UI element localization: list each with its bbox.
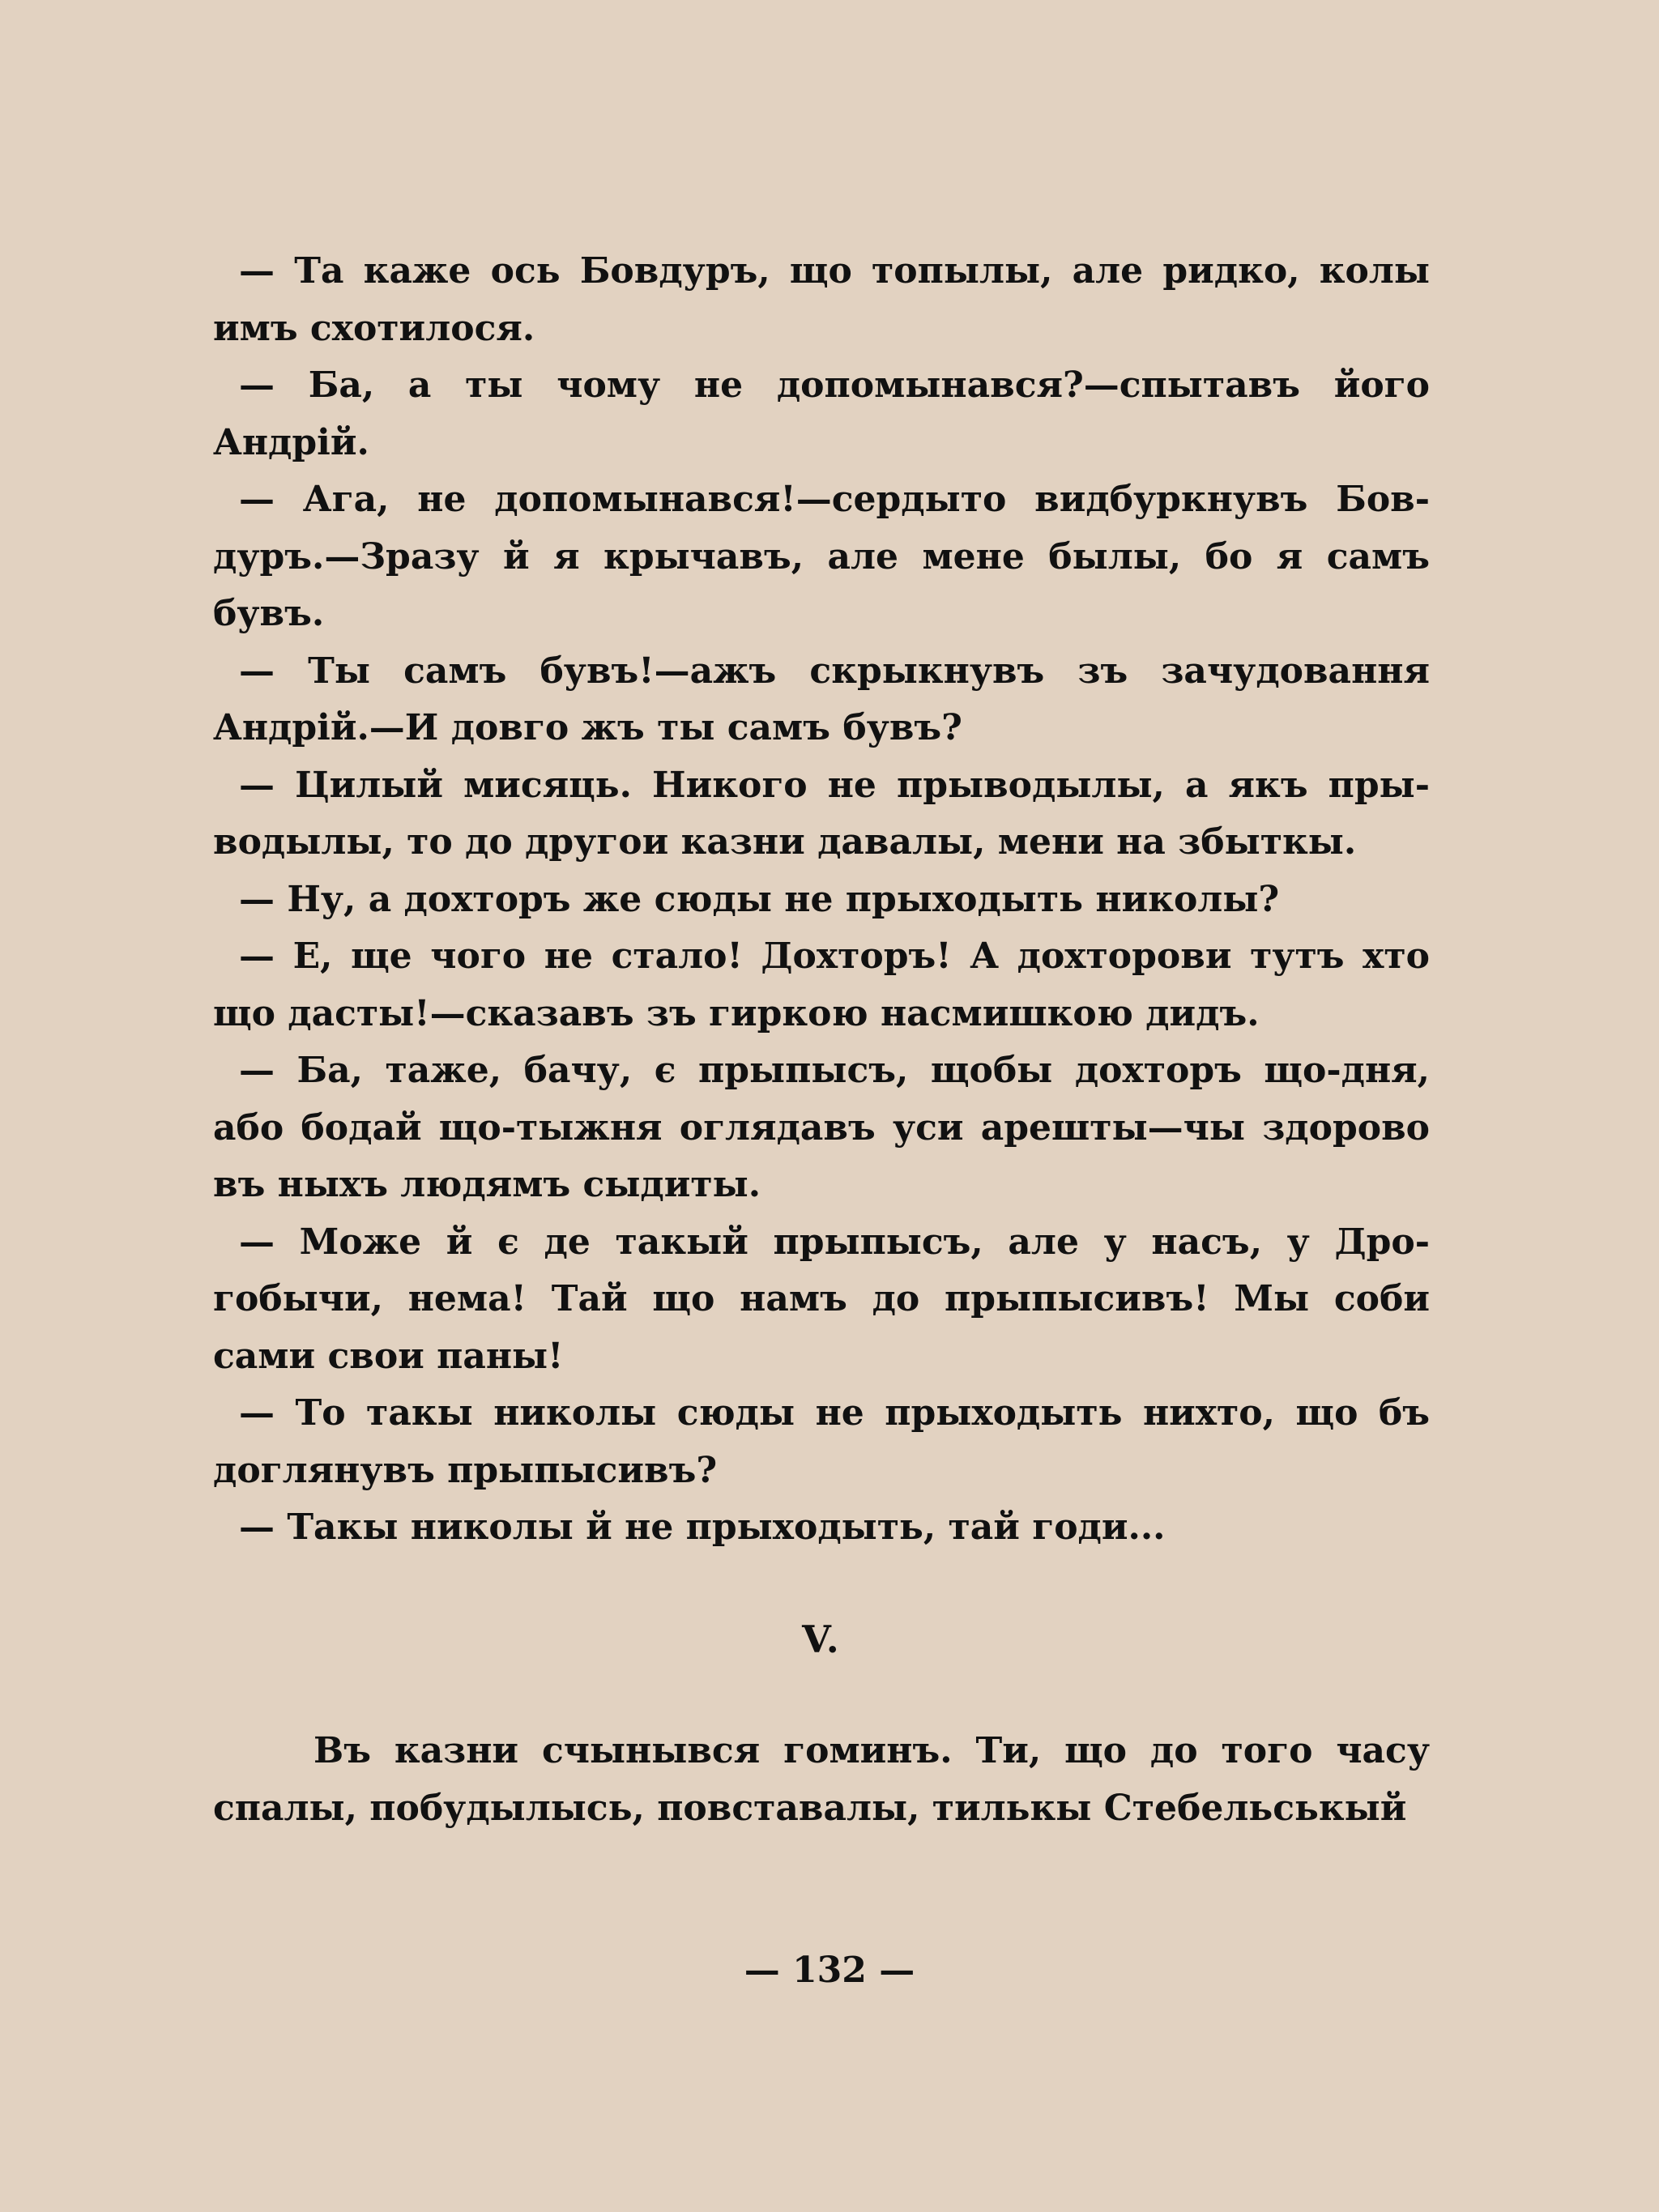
chapter-intro-paragraph: Въ казни счынывся гоминъ. Ти, що до того часу спалы, побудылысь, повставалы, тилькы Стебельськый xyxy=(213,1730,1430,1829)
dialogue-line-3: — Ага, не допомынався!—сердыто видбуркнувъ Бов-дуръ.—Зразу й я крычавъ, але мене былы, бо я самъ бувъ. xyxy=(213,479,1430,634)
dialogue-line-11: — Такы николы й не прыходыть, тай годи... xyxy=(239,1507,1166,1548)
chapter-heading: V. xyxy=(802,1617,841,1661)
dialogue-line-9: — Може й є де такый прыпысъ, але у насъ, у Дро-гобычи, нема! Тай що намъ до прыпысивъ! Мы соби сами свои паны! xyxy=(213,1221,1430,1377)
dialogue-line-8: — Ба, таже, бачу, є прыпысъ, щобы дохторъ що-дня, або бодай що-тыжня оглядавъ уси арешты—чы здорово въ ныхъ людямъ сыдиты. xyxy=(213,1050,1430,1205)
dialogue-line-4: — Ты самъ бувъ!—ажъ скрыкнувъ зъ зачудовання Андрій.—И довго жъ ты самъ бувъ? xyxy=(213,650,1430,748)
book-page-text xyxy=(213,243,1430,1837)
dialogue-line-5: — Цилый мисяць. Никого не прыводылы, а якъ пры-водылы, то до другои казни давалы, мени на збыткы. xyxy=(213,764,1430,863)
page-number: — 132 — xyxy=(744,1950,915,1991)
dialogue-line-2: — Ба, а ты чому не допомынався?—спытавъ його Андрій. xyxy=(213,364,1430,463)
dialogue-line-7: — Е, ще чого не стало! Дохторъ! А дохторови тутъ хто що дасты!—сказавъ зъ гиркою насмишкою дидъ. xyxy=(213,936,1430,1034)
dialogue-line-10: — То такы николы сюды не прыходыть нихто, що бъ доглянувъ прыпысивъ? xyxy=(213,1392,1430,1491)
dialogue-line-6: — Ну, а дохторъ же сюды не прыходыть николы? xyxy=(239,878,1280,920)
dialogue-line-1: — Та каже ось Бовдуръ, що топылы, але ридко, колы имъ схотилося. xyxy=(213,250,1430,349)
